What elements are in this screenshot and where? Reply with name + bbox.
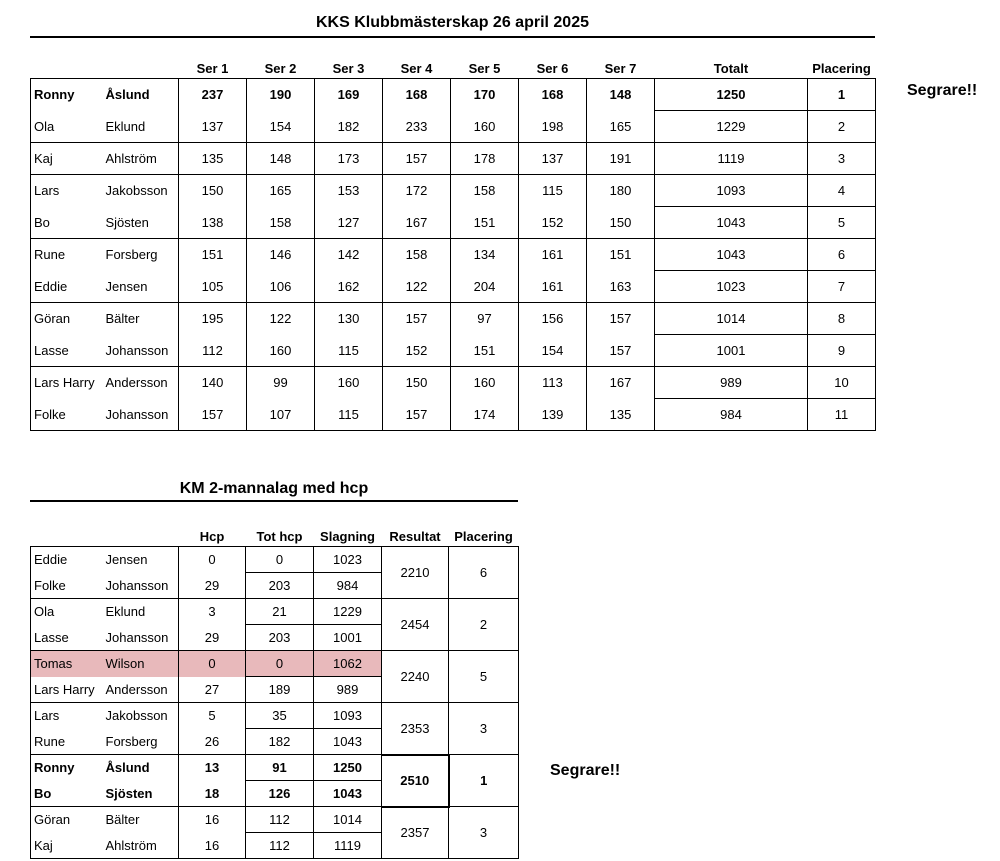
resultat-value: 2240 <box>382 651 449 703</box>
series-score: 154 <box>247 111 315 143</box>
klubb-winner-note: Segrare!! <box>907 82 978 99</box>
series-score: 160 <box>315 367 383 399</box>
first-name: Rune <box>31 729 103 755</box>
hcp-value: 16 <box>179 833 246 859</box>
series-score: 198 <box>519 111 587 143</box>
tot-hcp-value: 112 <box>246 833 314 859</box>
series-score: 115 <box>315 335 383 367</box>
series-score: 115 <box>519 175 587 207</box>
column-header: Ser 4 <box>400 61 433 76</box>
first-name: Bo <box>31 781 103 807</box>
series-score: 191 <box>587 143 655 175</box>
series-score: 151 <box>587 239 655 271</box>
column-header: Slagning <box>320 529 375 544</box>
series-score: 233 <box>383 111 451 143</box>
column-header: Ser 2 <box>264 61 297 76</box>
series-score: 182 <box>315 111 383 143</box>
klubb-row <box>31 79 876 111</box>
first-name: Lasse <box>31 335 103 367</box>
first-name: Ronny <box>31 79 103 111</box>
tot-hcp-value: 91 <box>246 755 314 781</box>
last-name: Åslund <box>103 755 179 781</box>
hcp-value: 16 <box>179 807 246 833</box>
slagning-value: 1093 <box>314 703 382 729</box>
resultat-value: 2353 <box>382 703 449 755</box>
column-header: Ser 6 <box>536 61 569 76</box>
total-score: 984 <box>655 399 808 431</box>
series-score: 157 <box>587 303 655 335</box>
series-score: 148 <box>587 79 655 111</box>
slagning-value: 1023 <box>314 547 382 573</box>
km-title-rule <box>30 500 518 502</box>
series-score: 161 <box>519 271 587 303</box>
klubb-row <box>31 271 876 303</box>
placering: 6 <box>808 239 876 271</box>
slagning-value: 1001 <box>314 625 382 651</box>
placering-value: 3 <box>449 703 519 755</box>
column-header: Ser 3 <box>332 61 365 76</box>
slagning-value: 1014 <box>314 807 382 833</box>
klubb-title: KKS Klubbmästerskap 26 april 2025 <box>315 14 589 31</box>
column-header: Placering <box>454 529 513 544</box>
series-score: 158 <box>383 239 451 271</box>
first-name: Folke <box>31 573 103 599</box>
series-score: 170 <box>451 79 519 111</box>
first-name: Kaj <box>31 833 103 859</box>
first-name: Göran <box>31 807 103 833</box>
first-name: Rune <box>31 239 103 271</box>
last-name: Åslund <box>103 79 179 111</box>
placering: 8 <box>808 303 876 335</box>
slagning-value: 989 <box>314 677 382 703</box>
series-score: 151 <box>179 239 247 271</box>
hcp-value: 26 <box>179 729 246 755</box>
first-name: Tomas <box>31 651 103 677</box>
series-score: 135 <box>587 399 655 431</box>
series-score: 162 <box>315 271 383 303</box>
column-header: Tot hcp <box>256 529 303 544</box>
total-score: 1001 <box>655 335 808 367</box>
series-score: 97 <box>451 303 519 335</box>
last-name: Forsberg <box>103 239 179 271</box>
column-header: Hcp <box>199 529 225 544</box>
km-table <box>30 522 519 859</box>
series-score: 115 <box>315 399 383 431</box>
series-score: 148 <box>247 143 315 175</box>
tot-hcp-value: 189 <box>246 677 314 703</box>
series-score: 137 <box>519 143 587 175</box>
last-name: Johansson <box>103 625 179 651</box>
hcp-value: 0 <box>179 547 246 573</box>
last-name: Bälter <box>103 303 179 335</box>
km-player-row <box>31 547 519 573</box>
first-name: Lars Harry <box>31 677 103 703</box>
klubb-row <box>31 175 876 207</box>
series-score: 169 <box>315 79 383 111</box>
header-blank <box>103 54 179 79</box>
series-score: 154 <box>519 335 587 367</box>
klubb-row <box>31 399 876 431</box>
placering-value: 3 <box>449 807 519 859</box>
km-player-row <box>31 599 519 625</box>
series-score: 122 <box>247 303 315 335</box>
series-score: 106 <box>247 271 315 303</box>
hcp-value: 29 <box>179 573 246 599</box>
slagning-value: 984 <box>314 573 382 599</box>
km-player-row <box>31 807 519 833</box>
series-score: 146 <box>247 239 315 271</box>
slagning-value: 1062 <box>314 651 382 677</box>
series-score: 180 <box>587 175 655 207</box>
series-score: 112 <box>179 335 247 367</box>
series-score: 157 <box>179 399 247 431</box>
last-name: Ahlström <box>103 833 179 859</box>
placering: 5 <box>808 207 876 239</box>
series-score: 160 <box>247 335 315 367</box>
total-score: 1250 <box>655 79 808 111</box>
series-score: 151 <box>451 335 519 367</box>
total-score: 1014 <box>655 303 808 335</box>
placering: 11 <box>808 399 876 431</box>
total-score: 1119 <box>655 143 808 175</box>
slagning-value: 1119 <box>314 833 382 859</box>
series-score: 158 <box>451 175 519 207</box>
first-name: Bo <box>31 207 103 239</box>
series-score: 137 <box>179 111 247 143</box>
klubb-row <box>31 143 876 175</box>
series-score: 157 <box>383 303 451 335</box>
slagning-value: 1043 <box>314 729 382 755</box>
hcp-value: 0 <box>179 651 246 677</box>
last-name: Andersson <box>103 367 179 399</box>
klubb-header-row <box>31 54 876 79</box>
series-score: 157 <box>383 399 451 431</box>
tot-hcp-value: 0 <box>246 547 314 573</box>
placering: 7 <box>808 271 876 303</box>
hcp-value: 13 <box>179 755 246 781</box>
hcp-value: 3 <box>179 599 246 625</box>
first-name: Eddie <box>31 547 103 573</box>
klubb-table <box>30 54 876 431</box>
hcp-value: 18 <box>179 781 246 807</box>
series-score: 150 <box>587 207 655 239</box>
first-name: Lasse <box>31 625 103 651</box>
placering: 4 <box>808 175 876 207</box>
first-name: Ola <box>31 599 103 625</box>
series-score: 150 <box>179 175 247 207</box>
series-score: 174 <box>451 399 519 431</box>
series-score: 140 <box>179 367 247 399</box>
series-score: 204 <box>451 271 519 303</box>
column-header: Ser 7 <box>604 61 637 76</box>
column-header: Totalt <box>713 61 749 76</box>
resultat-value: 2210 <box>382 547 449 599</box>
last-name: Eklund <box>103 111 179 143</box>
slagning-value: 1043 <box>314 781 382 807</box>
last-name: Ahlström <box>103 143 179 175</box>
placering: 2 <box>808 111 876 143</box>
series-score: 122 <box>383 271 451 303</box>
series-score: 173 <box>315 143 383 175</box>
series-score: 167 <box>383 207 451 239</box>
series-score: 168 <box>519 79 587 111</box>
series-score: 156 <box>519 303 587 335</box>
placering: 3 <box>808 143 876 175</box>
km-player-row <box>31 703 519 729</box>
series-score: 165 <box>247 175 315 207</box>
last-name: Jensen <box>103 547 179 573</box>
series-score: 152 <box>519 207 587 239</box>
total-score: 1023 <box>655 271 808 303</box>
column-header: Ser 1 <box>196 61 229 76</box>
km-winner-note: Segrare!! <box>550 762 621 779</box>
first-name: Folke <box>31 399 103 431</box>
klubb-row <box>31 335 876 367</box>
series-score: 151 <box>451 207 519 239</box>
series-score: 142 <box>315 239 383 271</box>
series-score: 157 <box>587 335 655 367</box>
header-blank <box>31 54 103 79</box>
series-score: 113 <box>519 367 587 399</box>
total-score: 1043 <box>655 239 808 271</box>
series-score: 178 <box>451 143 519 175</box>
last-name: Sjösten <box>103 207 179 239</box>
total-score: 1229 <box>655 111 808 143</box>
series-score: 127 <box>315 207 383 239</box>
klubb-row <box>31 207 876 239</box>
last-name: Eklund <box>103 599 179 625</box>
placering: 1 <box>808 79 876 111</box>
tot-hcp-value: 126 <box>246 781 314 807</box>
km-player-row <box>31 651 519 677</box>
tot-hcp-value: 35 <box>246 703 314 729</box>
series-score: 165 <box>587 111 655 143</box>
klubb-row <box>31 367 876 399</box>
last-name: Jakobsson <box>103 703 179 729</box>
tot-hcp-value: 182 <box>246 729 314 755</box>
km-title: KM 2-mannalag med hcp <box>179 480 369 497</box>
series-score: 168 <box>383 79 451 111</box>
first-name: Eddie <box>31 271 103 303</box>
series-score: 160 <box>451 367 519 399</box>
resultat-value: 2454 <box>382 599 449 651</box>
header-blank <box>103 522 179 547</box>
first-name: Kaj <box>31 143 103 175</box>
series-score: 157 <box>383 143 451 175</box>
last-name: Johansson <box>103 573 179 599</box>
klubb-row <box>31 303 876 335</box>
tot-hcp-value: 21 <box>246 599 314 625</box>
hcp-value: 27 <box>179 677 246 703</box>
column-header: Resultat <box>389 529 441 544</box>
last-name: Bälter <box>103 807 179 833</box>
resultat-value: 2510 <box>382 755 449 807</box>
total-score: 989 <box>655 367 808 399</box>
hcp-value: 5 <box>179 703 246 729</box>
slagning-value: 1229 <box>314 599 382 625</box>
series-score: 139 <box>519 399 587 431</box>
resultat-value: 2357 <box>382 807 449 859</box>
series-score: 161 <box>519 239 587 271</box>
last-name: Wilson <box>103 651 179 677</box>
series-score: 237 <box>179 79 247 111</box>
last-name: Jensen <box>103 271 179 303</box>
total-score: 1093 <box>655 175 808 207</box>
last-name: Jakobsson <box>103 175 179 207</box>
slagning-value: 1250 <box>314 755 382 781</box>
tot-hcp-value: 203 <box>246 573 314 599</box>
first-name: Lars <box>31 175 103 207</box>
first-name: Ola <box>31 111 103 143</box>
series-score: 153 <box>315 175 383 207</box>
placering-value: 5 <box>449 651 519 703</box>
last-name: Andersson <box>103 677 179 703</box>
series-score: 195 <box>179 303 247 335</box>
last-name: Forsberg <box>103 729 179 755</box>
placering: 9 <box>808 335 876 367</box>
series-score: 160 <box>451 111 519 143</box>
last-name: Sjösten <box>103 781 179 807</box>
placering: 10 <box>808 367 876 399</box>
series-score: 150 <box>383 367 451 399</box>
column-header: Placering <box>812 61 871 76</box>
series-score: 105 <box>179 271 247 303</box>
first-name: Lars Harry <box>31 367 103 399</box>
tot-hcp-value: 203 <box>246 625 314 651</box>
series-score: 163 <box>587 271 655 303</box>
placering-value: 2 <box>449 599 519 651</box>
column-header: Ser 5 <box>468 61 501 76</box>
series-score: 130 <box>315 303 383 335</box>
series-score: 135 <box>179 143 247 175</box>
header-blank <box>31 522 103 547</box>
series-score: 158 <box>247 207 315 239</box>
last-name: Johansson <box>103 335 179 367</box>
first-name: Göran <box>31 303 103 335</box>
klubb-row <box>31 239 876 271</box>
series-score: 134 <box>451 239 519 271</box>
series-score: 167 <box>587 367 655 399</box>
klubb-row <box>31 111 876 143</box>
placering-value: 6 <box>449 547 519 599</box>
series-score: 107 <box>247 399 315 431</box>
last-name: Johansson <box>103 399 179 431</box>
series-score: 172 <box>383 175 451 207</box>
series-score: 152 <box>383 335 451 367</box>
tot-hcp-value: 0 <box>246 651 314 677</box>
first-name: Ronny <box>31 755 103 781</box>
placering-value: 1 <box>449 755 519 807</box>
tot-hcp-value: 112 <box>246 807 314 833</box>
hcp-value: 29 <box>179 625 246 651</box>
total-score: 1043 <box>655 207 808 239</box>
first-name: Lars <box>31 703 103 729</box>
series-score: 99 <box>247 367 315 399</box>
klubb-title-rule <box>30 36 875 38</box>
series-score: 190 <box>247 79 315 111</box>
km-header-row <box>31 522 519 547</box>
series-score: 138 <box>179 207 247 239</box>
km-player-row <box>31 755 519 781</box>
